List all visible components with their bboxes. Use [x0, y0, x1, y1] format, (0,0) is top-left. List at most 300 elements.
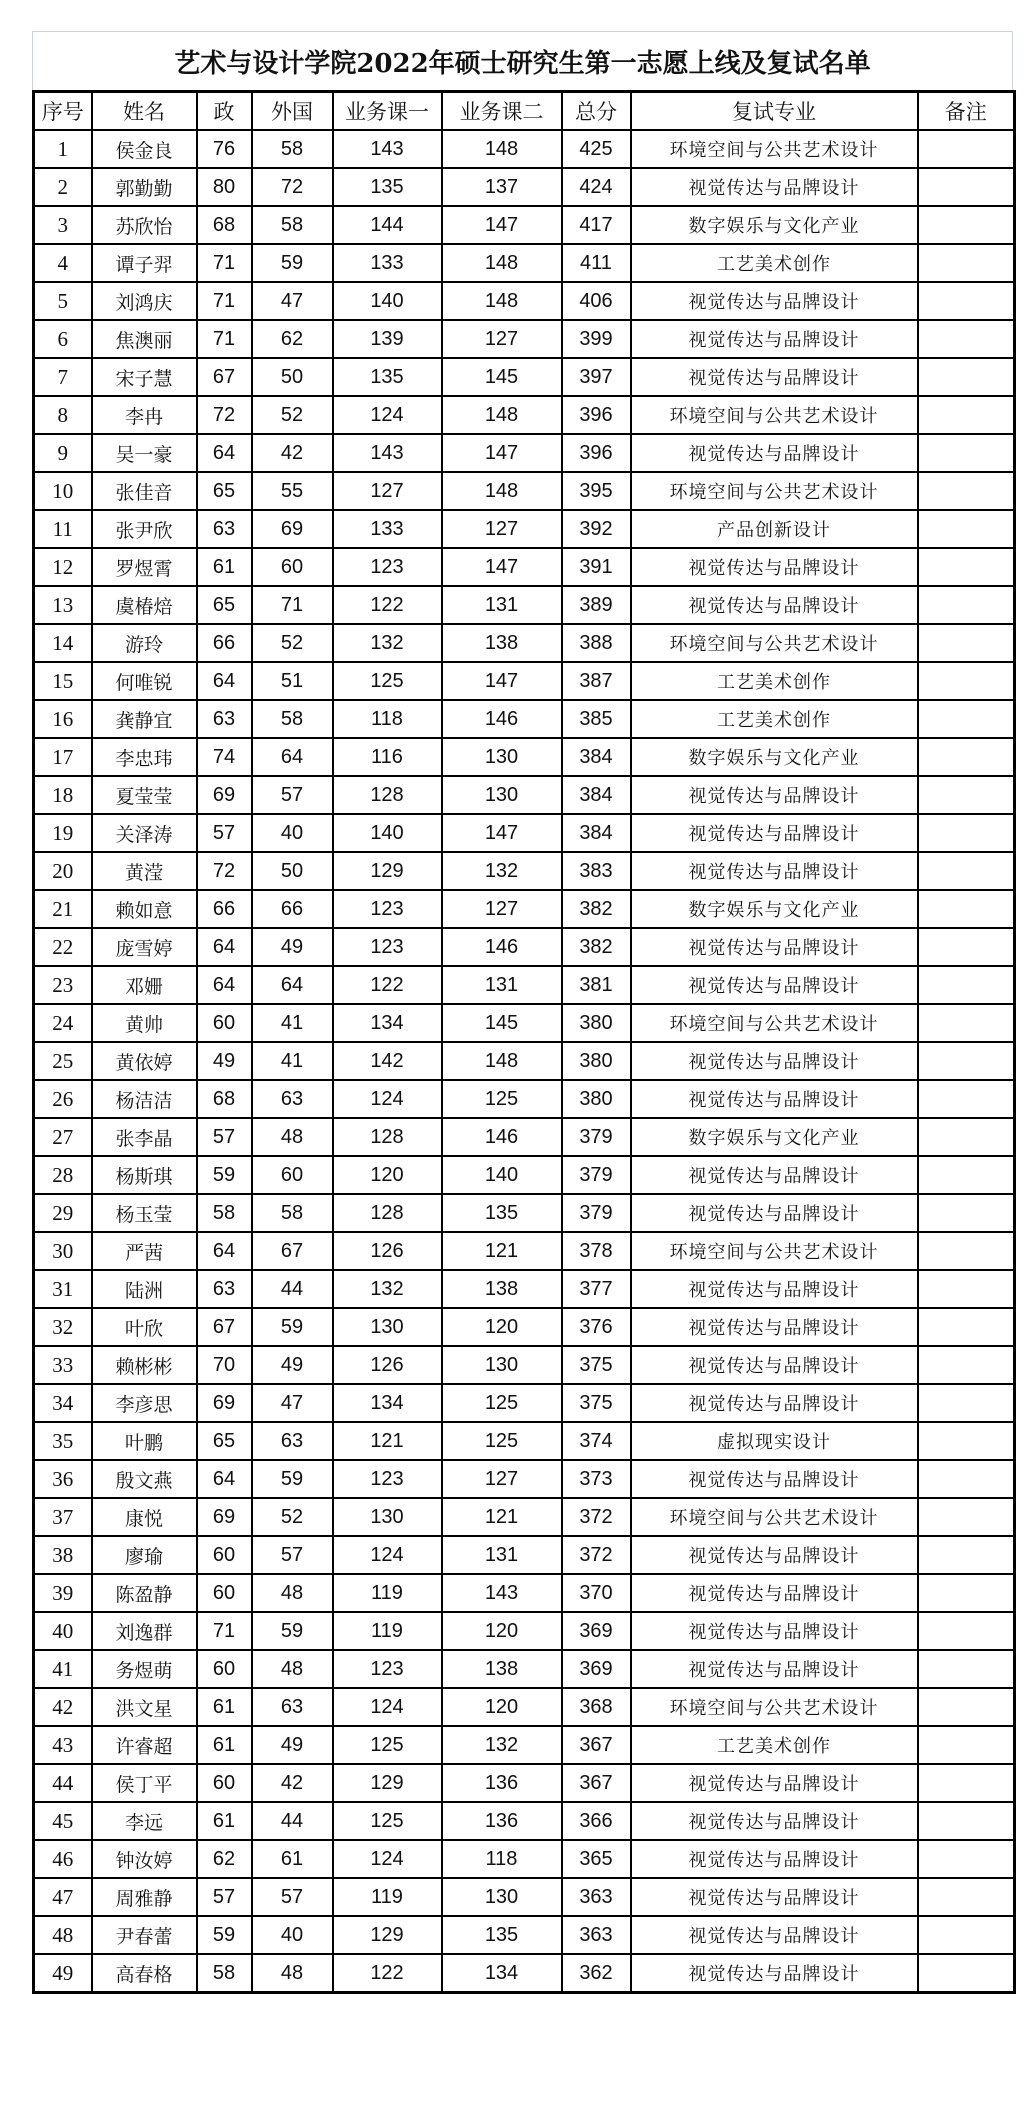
- cell-foreign-language: 44: [252, 1802, 333, 1840]
- cell-remark: [918, 1042, 1015, 1080]
- cell-foreign-language: 59: [252, 1612, 333, 1650]
- cell-name: 殷文燕: [92, 1460, 197, 1498]
- cell-total: 376: [562, 1308, 631, 1346]
- cell-seq: 37: [34, 1498, 92, 1536]
- cell-foreign-language: 63: [252, 1080, 333, 1118]
- cell-name: 赖如意: [92, 890, 197, 928]
- cell-major: 产品创新设计: [631, 510, 918, 548]
- cell-major: 视觉传达与品牌设计: [631, 1840, 918, 1878]
- cell-foreign-language: 69: [252, 510, 333, 548]
- cell-politics: 57: [197, 1118, 252, 1156]
- cell-major: 视觉传达与品牌设计: [631, 1460, 918, 1498]
- cell-name: 黄帅: [92, 1004, 197, 1042]
- table-row: [34, 1650, 1015, 1688]
- cell-course-two: 127: [442, 510, 562, 548]
- cell-seq: 43: [34, 1726, 92, 1764]
- cell-foreign-language: 58: [252, 700, 333, 738]
- cell-major: 视觉传达与品牌设计: [631, 548, 918, 586]
- cell-seq: 11: [34, 510, 92, 548]
- table-row: [34, 244, 1015, 282]
- cell-major: 视觉传达与品牌设计: [631, 1650, 918, 1688]
- cell-remark: [918, 358, 1015, 396]
- cell-politics: 59: [197, 1156, 252, 1194]
- cell-seq: 5: [34, 282, 92, 320]
- cell-name: 谭子羿: [92, 244, 197, 282]
- table-row: [34, 168, 1015, 206]
- cell-total: 370: [562, 1574, 631, 1612]
- header-total: 总分: [562, 92, 631, 131]
- header-course-one: 业务课一: [333, 92, 442, 131]
- cell-major: 视觉传达与品牌设计: [631, 1536, 918, 1574]
- cell-name: 叶欣: [92, 1308, 197, 1346]
- cell-course-one: 132: [333, 624, 442, 662]
- cell-remark: [918, 1422, 1015, 1460]
- cell-course-one: 126: [333, 1346, 442, 1384]
- cell-foreign-language: 58: [252, 1194, 333, 1232]
- cell-course-one: 129: [333, 1916, 442, 1954]
- cell-remark: [918, 168, 1015, 206]
- cell-remark: [918, 1080, 1015, 1118]
- cell-course-one: 135: [333, 168, 442, 206]
- cell-remark: [918, 966, 1015, 1004]
- cell-name: 尹春蕾: [92, 1916, 197, 1954]
- cell-course-two: 130: [442, 738, 562, 776]
- table-row: [34, 1878, 1015, 1916]
- header-major: 复试专业: [631, 92, 918, 131]
- cell-course-one: 123: [333, 1460, 442, 1498]
- cell-major: 视觉传达与品牌设计: [631, 1270, 918, 1308]
- cell-course-one: 123: [333, 548, 442, 586]
- cell-politics: 67: [197, 358, 252, 396]
- cell-course-two: 132: [442, 852, 562, 890]
- cell-remark: [918, 1498, 1015, 1536]
- cell-seq: 26: [34, 1080, 92, 1118]
- cell-total: 367: [562, 1726, 631, 1764]
- cell-total: 385: [562, 700, 631, 738]
- cell-foreign-language: 52: [252, 396, 333, 434]
- cell-course-two: 137: [442, 168, 562, 206]
- cell-total: 399: [562, 320, 631, 358]
- cell-total: 425: [562, 130, 631, 168]
- cell-course-one: 123: [333, 890, 442, 928]
- cell-course-one: 122: [333, 1954, 442, 1993]
- cell-course-one: 132: [333, 1270, 442, 1308]
- cell-major: 视觉传达与品牌设计: [631, 1080, 918, 1118]
- cell-course-one: 118: [333, 700, 442, 738]
- cell-seq: 30: [34, 1232, 92, 1270]
- cell-course-two: 120: [442, 1308, 562, 1346]
- cell-politics: 64: [197, 434, 252, 472]
- cell-seq: 33: [34, 1346, 92, 1384]
- cell-politics: 74: [197, 738, 252, 776]
- cell-name: 苏欣怡: [92, 206, 197, 244]
- cell-politics: 57: [197, 814, 252, 852]
- table-row: [34, 1118, 1015, 1156]
- table-row: [34, 1156, 1015, 1194]
- table-row: [34, 1004, 1015, 1042]
- cell-foreign-language: 58: [252, 130, 333, 168]
- cell-politics: 69: [197, 1498, 252, 1536]
- cell-major: 视觉传达与品牌设计: [631, 434, 918, 472]
- cell-politics: 68: [197, 206, 252, 244]
- cell-foreign-language: 49: [252, 928, 333, 966]
- cell-name: 叶鹏: [92, 1422, 197, 1460]
- table-row: [34, 282, 1015, 320]
- cell-total: 369: [562, 1612, 631, 1650]
- cell-politics: 71: [197, 244, 252, 282]
- cell-remark: [918, 434, 1015, 472]
- cell-foreign-language: 60: [252, 1156, 333, 1194]
- cell-total: 383: [562, 852, 631, 890]
- cell-course-two: 130: [442, 1346, 562, 1384]
- cell-major: 视觉传达与品牌设计: [631, 928, 918, 966]
- cell-foreign-language: 52: [252, 1498, 333, 1536]
- cell-foreign-language: 48: [252, 1574, 333, 1612]
- header-seq: 序号: [34, 92, 92, 131]
- cell-foreign-language: 64: [252, 966, 333, 1004]
- cell-seq: 36: [34, 1460, 92, 1498]
- cell-total: 372: [562, 1536, 631, 1574]
- cell-remark: [918, 1384, 1015, 1422]
- cell-total: 396: [562, 434, 631, 472]
- cell-course-one: 122: [333, 966, 442, 1004]
- cell-politics: 60: [197, 1004, 252, 1042]
- cell-total: 380: [562, 1004, 631, 1042]
- cell-course-one: 128: [333, 776, 442, 814]
- table-row: [34, 434, 1015, 472]
- cell-total: 375: [562, 1346, 631, 1384]
- cell-major: 数字娱乐与文化产业: [631, 890, 918, 928]
- cell-foreign-language: 72: [252, 168, 333, 206]
- cell-course-one: 140: [333, 814, 442, 852]
- cell-course-two: 147: [442, 662, 562, 700]
- cell-major: 视觉传达与品牌设计: [631, 966, 918, 1004]
- header-politics: 政: [197, 92, 252, 131]
- cell-seq: 42: [34, 1688, 92, 1726]
- cell-name: 务煜萌: [92, 1650, 197, 1688]
- cell-course-one: 119: [333, 1878, 442, 1916]
- cell-politics: 64: [197, 1460, 252, 1498]
- cell-course-one: 124: [333, 396, 442, 434]
- cell-total: 374: [562, 1422, 631, 1460]
- cell-name: 黄滢: [92, 852, 197, 890]
- cell-name: 李远: [92, 1802, 197, 1840]
- table-row: [34, 966, 1015, 1004]
- cell-name: 杨玉莹: [92, 1194, 197, 1232]
- table-row: [34, 890, 1015, 928]
- cell-seq: 28: [34, 1156, 92, 1194]
- cell-remark: [918, 1726, 1015, 1764]
- cell-course-two: 145: [442, 358, 562, 396]
- cell-name: 庞雪婷: [92, 928, 197, 966]
- cell-remark: [918, 396, 1015, 434]
- cell-course-two: 118: [442, 1840, 562, 1878]
- cell-course-one: 124: [333, 1080, 442, 1118]
- cell-remark: [918, 1270, 1015, 1308]
- cell-politics: 60: [197, 1536, 252, 1574]
- cell-major: 视觉传达与品牌设计: [631, 282, 918, 320]
- cell-course-two: 136: [442, 1764, 562, 1802]
- cell-name: 许睿超: [92, 1726, 197, 1764]
- cell-course-one: 143: [333, 130, 442, 168]
- cell-politics: 58: [197, 1194, 252, 1232]
- cell-remark: [918, 472, 1015, 510]
- cell-politics: 72: [197, 852, 252, 890]
- table-row: [34, 928, 1015, 966]
- table-row: [34, 1612, 1015, 1650]
- cell-name: 赖彬彬: [92, 1346, 197, 1384]
- cell-remark: [918, 1346, 1015, 1384]
- table-row: [34, 1802, 1015, 1840]
- cell-total: 392: [562, 510, 631, 548]
- cell-name: 李忠玮: [92, 738, 197, 776]
- cell-foreign-language: 48: [252, 1118, 333, 1156]
- table-row: [34, 700, 1015, 738]
- cell-foreign-language: 42: [252, 1764, 333, 1802]
- cell-remark: [918, 1840, 1015, 1878]
- cell-politics: 71: [197, 1612, 252, 1650]
- cell-seq: 6: [34, 320, 92, 358]
- cell-remark: [918, 1574, 1015, 1612]
- cell-politics: 61: [197, 1726, 252, 1764]
- cell-politics: 60: [197, 1574, 252, 1612]
- cell-total: 372: [562, 1498, 631, 1536]
- cell-major: 工艺美术创作: [631, 1726, 918, 1764]
- cell-foreign-language: 64: [252, 738, 333, 776]
- cell-remark: [918, 1612, 1015, 1650]
- cell-course-one: 127: [333, 472, 442, 510]
- cell-course-two: 131: [442, 1536, 562, 1574]
- cell-name: 陆洲: [92, 1270, 197, 1308]
- cell-seq: 18: [34, 776, 92, 814]
- table-row: [34, 1080, 1015, 1118]
- cell-foreign-language: 71: [252, 586, 333, 624]
- cell-major: 环境空间与公共艺术设计: [631, 1232, 918, 1270]
- cell-seq: 48: [34, 1916, 92, 1954]
- table-row: [34, 852, 1015, 890]
- cell-course-two: 135: [442, 1194, 562, 1232]
- cell-seq: 8: [34, 396, 92, 434]
- cell-total: 387: [562, 662, 631, 700]
- cell-seq: 2: [34, 168, 92, 206]
- cell-major: 视觉传达与品牌设计: [631, 168, 918, 206]
- cell-course-one: 139: [333, 320, 442, 358]
- table-row: [34, 662, 1015, 700]
- cell-name: 邓姗: [92, 966, 197, 1004]
- cell-total: 378: [562, 1232, 631, 1270]
- cell-total: 411: [562, 244, 631, 282]
- cell-course-two: 135: [442, 1916, 562, 1954]
- cell-foreign-language: 49: [252, 1726, 333, 1764]
- cell-seq: 29: [34, 1194, 92, 1232]
- candidate-table: [32, 90, 1016, 1994]
- cell-politics: 49: [197, 1042, 252, 1080]
- cell-course-one: 124: [333, 1536, 442, 1574]
- cell-remark: [918, 1688, 1015, 1726]
- cell-total: 365: [562, 1840, 631, 1878]
- table-row: [34, 1916, 1015, 1954]
- cell-name: 宋子慧: [92, 358, 197, 396]
- cell-name: 罗煜霄: [92, 548, 197, 586]
- cell-remark: [918, 1802, 1015, 1840]
- cell-politics: 68: [197, 1080, 252, 1118]
- cell-course-one: 122: [333, 586, 442, 624]
- cell-foreign-language: 49: [252, 1346, 333, 1384]
- cell-course-one: 143: [333, 434, 442, 472]
- table-row: [34, 1536, 1015, 1574]
- cell-politics: 65: [197, 472, 252, 510]
- table-row: [34, 548, 1015, 586]
- cell-politics: 64: [197, 662, 252, 700]
- cell-course-two: 121: [442, 1498, 562, 1536]
- cell-name: 侯金良: [92, 130, 197, 168]
- cell-name: 张李晶: [92, 1118, 197, 1156]
- cell-name: 吴一豪: [92, 434, 197, 472]
- cell-seq: 23: [34, 966, 92, 1004]
- cell-course-one: 125: [333, 662, 442, 700]
- cell-seq: 40: [34, 1612, 92, 1650]
- cell-course-two: 120: [442, 1612, 562, 1650]
- cell-politics: 60: [197, 1650, 252, 1688]
- cell-major: 环境空间与公共艺术设计: [631, 472, 918, 510]
- cell-seq: 3: [34, 206, 92, 244]
- cell-seq: 49: [34, 1954, 92, 1993]
- cell-name: 游玲: [92, 624, 197, 662]
- cell-foreign-language: 42: [252, 434, 333, 472]
- table-row: [34, 624, 1015, 662]
- cell-politics: 66: [197, 624, 252, 662]
- cell-remark: [918, 1650, 1015, 1688]
- cell-major: 环境空间与公共艺术设计: [631, 1004, 918, 1042]
- cell-total: 368: [562, 1688, 631, 1726]
- cell-politics: 63: [197, 700, 252, 738]
- cell-course-one: 116: [333, 738, 442, 776]
- cell-remark: [918, 1916, 1015, 1954]
- table-body: [34, 130, 1015, 1993]
- cell-foreign-language: 48: [252, 1650, 333, 1688]
- cell-seq: 47: [34, 1878, 92, 1916]
- cell-remark: [918, 852, 1015, 890]
- cell-major: 视觉传达与品牌设计: [631, 358, 918, 396]
- cell-course-two: 125: [442, 1384, 562, 1422]
- cell-foreign-language: 66: [252, 890, 333, 928]
- cell-remark: [918, 1878, 1015, 1916]
- cell-seq: 32: [34, 1308, 92, 1346]
- cell-total: 367: [562, 1764, 631, 1802]
- cell-major: 视觉传达与品牌设计: [631, 1954, 918, 1993]
- cell-remark: [918, 776, 1015, 814]
- cell-course-two: 134: [442, 1954, 562, 1993]
- cell-course-two: 120: [442, 1688, 562, 1726]
- table-row: [34, 130, 1015, 168]
- table-row: [34, 814, 1015, 852]
- cell-remark: [918, 244, 1015, 282]
- table-row: [34, 1194, 1015, 1232]
- cell-remark: [918, 814, 1015, 852]
- table-row: [34, 1384, 1015, 1422]
- cell-foreign-language: 59: [252, 244, 333, 282]
- cell-remark: [918, 1194, 1015, 1232]
- cell-course-two: 140: [442, 1156, 562, 1194]
- cell-name: 虞椿焙: [92, 586, 197, 624]
- cell-seq: 20: [34, 852, 92, 890]
- cell-remark: [918, 738, 1015, 776]
- cell-name: 焦澳丽: [92, 320, 197, 358]
- cell-seq: 9: [34, 434, 92, 472]
- cell-total: 384: [562, 776, 631, 814]
- cell-course-one: 130: [333, 1498, 442, 1536]
- cell-major: 视觉传达与品牌设计: [631, 852, 918, 890]
- cell-foreign-language: 59: [252, 1460, 333, 1498]
- cell-seq: 13: [34, 586, 92, 624]
- cell-foreign-language: 47: [252, 282, 333, 320]
- cell-course-one: 124: [333, 1840, 442, 1878]
- cell-major: 数字娱乐与文化产业: [631, 738, 918, 776]
- cell-seq: 45: [34, 1802, 92, 1840]
- cell-major: 视觉传达与品牌设计: [631, 1802, 918, 1840]
- cell-remark: [918, 548, 1015, 586]
- cell-politics: 66: [197, 890, 252, 928]
- cell-name: 康悦: [92, 1498, 197, 1536]
- cell-course-one: 130: [333, 1308, 442, 1346]
- cell-name: 钟汝婷: [92, 1840, 197, 1878]
- cell-politics: 58: [197, 1954, 252, 1993]
- cell-name: 周雅静: [92, 1878, 197, 1916]
- cell-politics: 60: [197, 1764, 252, 1802]
- cell-course-two: 146: [442, 928, 562, 966]
- cell-course-one: 125: [333, 1726, 442, 1764]
- cell-course-one: 119: [333, 1612, 442, 1650]
- cell-course-one: 128: [333, 1118, 442, 1156]
- cell-course-one: 133: [333, 510, 442, 548]
- cell-foreign-language: 67: [252, 1232, 333, 1270]
- cell-course-two: 131: [442, 586, 562, 624]
- cell-seq: 31: [34, 1270, 92, 1308]
- cell-major: 视觉传达与品牌设计: [631, 1308, 918, 1346]
- cell-major: 视觉传达与品牌设计: [631, 1878, 918, 1916]
- cell-total: 395: [562, 472, 631, 510]
- cell-course-two: 146: [442, 1118, 562, 1156]
- page-title: 艺术与设计学院2022年硕士研究生第一志愿上线及复试名单: [32, 31, 1013, 90]
- cell-politics: 69: [197, 1384, 252, 1422]
- cell-name: 李彦思: [92, 1384, 197, 1422]
- cell-course-one: 142: [333, 1042, 442, 1080]
- cell-foreign-language: 41: [252, 1004, 333, 1042]
- table-row: [34, 1954, 1015, 1993]
- cell-course-two: 131: [442, 966, 562, 1004]
- cell-course-one: 121: [333, 1422, 442, 1460]
- cell-politics: 64: [197, 966, 252, 1004]
- cell-major: 视觉传达与品牌设计: [631, 586, 918, 624]
- cell-course-two: 148: [442, 472, 562, 510]
- table-row: [34, 1270, 1015, 1308]
- cell-total: 377: [562, 1270, 631, 1308]
- cell-course-two: 147: [442, 434, 562, 472]
- cell-course-two: 125: [442, 1080, 562, 1118]
- cell-foreign-language: 59: [252, 1308, 333, 1346]
- cell-politics: 71: [197, 282, 252, 320]
- cell-name: 刘鸿庆: [92, 282, 197, 320]
- cell-foreign-language: 40: [252, 1916, 333, 1954]
- cell-major: 视觉传达与品牌设计: [631, 1574, 918, 1612]
- cell-name: 杨斯琪: [92, 1156, 197, 1194]
- cell-major: 环境空间与公共艺术设计: [631, 130, 918, 168]
- cell-major: 工艺美术创作: [631, 700, 918, 738]
- cell-course-one: 140: [333, 282, 442, 320]
- cell-total: 380: [562, 1042, 631, 1080]
- table-row: [34, 1498, 1015, 1536]
- cell-remark: [918, 1536, 1015, 1574]
